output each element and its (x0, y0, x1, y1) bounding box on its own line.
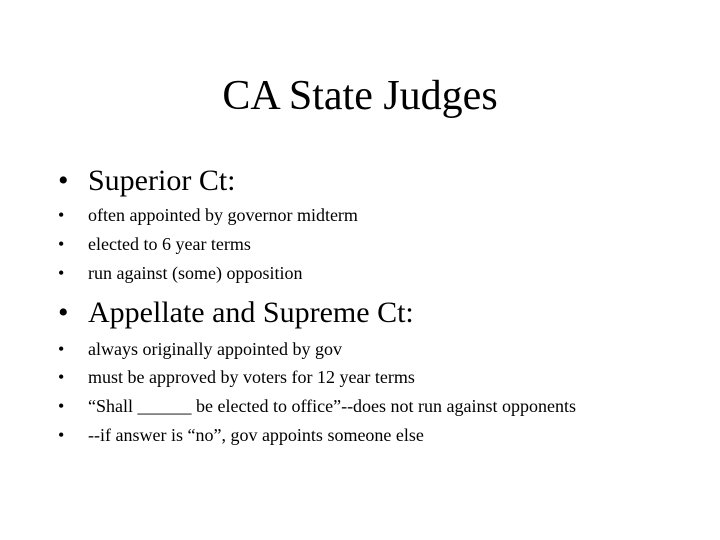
list-item-text: run against (some) opposition (88, 263, 303, 283)
list-item-text: “Shall ______ be elected to office”--does not run against opponents (88, 396, 577, 416)
section-heading-text: Appellate and Supreme Ct: (88, 296, 414, 329)
bullet-icon: • (58, 205, 65, 225)
list-item-text: often appointed by governor midterm (88, 205, 358, 225)
list-item-text: --if answer is “no”, gov appoints someone else (88, 425, 424, 445)
list-item-text: must be approved by voters for 12 year terms (88, 367, 415, 387)
bullet-icon: • (58, 263, 65, 283)
bullet-icon: • (58, 296, 69, 329)
bullet-icon: • (58, 234, 65, 254)
slide-title: CA State Judges (222, 73, 498, 119)
bullet-icon: • (58, 425, 65, 445)
bullet-icon: • (58, 164, 69, 197)
bullet-icon: • (58, 396, 65, 416)
bullet-icon: • (58, 367, 65, 387)
section-heading-text: Superior Ct: (88, 164, 236, 197)
list-item-text: elected to 6 year terms (88, 234, 251, 254)
list-item-text: always originally appointed by gov (88, 339, 342, 359)
bullet-icon: • (58, 339, 65, 359)
